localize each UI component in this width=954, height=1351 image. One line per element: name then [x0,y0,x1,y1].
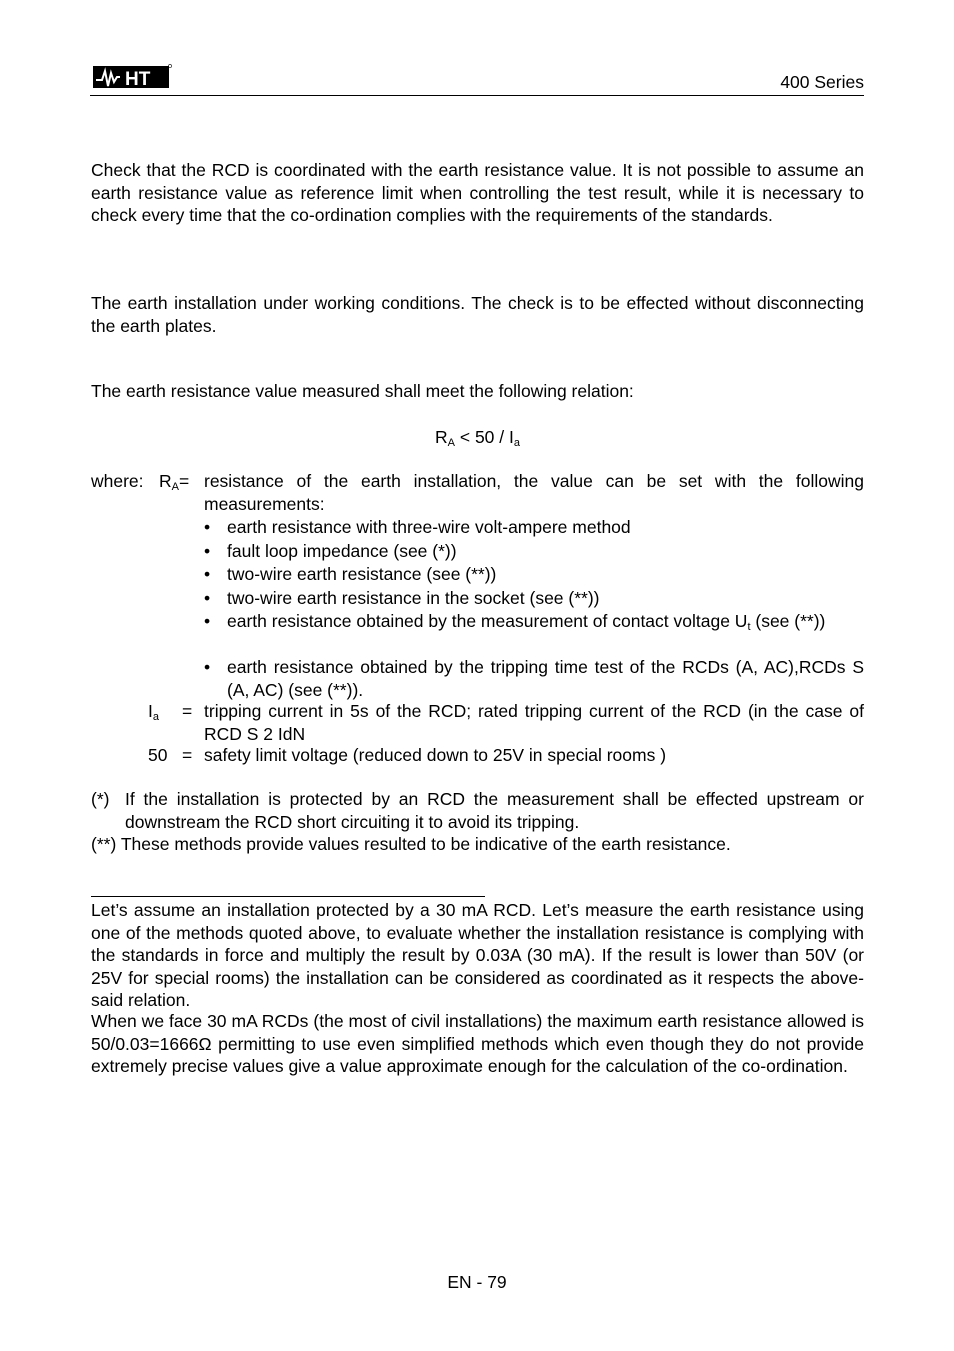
page-number: EN - 79 [447,1272,507,1292]
svg-text:HT: HT [125,69,151,90]
example-paragraph-2: When we face 30 mA RCDs (the most of civil installations) the maximum earth resistance allowed is 50/0.03=1666Ω permitting to use even simplified methods which even though they do not provide extremely precise values give a value approximate enough for the calculation of the co-ordination. [91,1011,864,1076]
ra-description: resistance of the earth installation, the value can be set with the following measurements: [204,471,864,514]
series-label: 400 Series [780,72,864,92]
paragraph-installation: The earth installation under working conditions. The check is to be effected without disconnecting the earth plates. [91,293,864,336]
section-underline [91,896,485,897]
ia-equals: = [182,701,193,721]
bullet-icon: • [204,540,211,561]
where-label: where: [91,471,144,491]
bullet-icon: • [204,517,211,537]
list-item: • fault loop impedance (see (*)) [204,540,457,561]
page-header [90,60,864,96]
note-item [91,833,864,856]
example-paragraph-1: Let’s assume an installation protected by a 30 mA RCD. Let’s measure the earth resistance using one of the methods quoted above, to evaluate whether the installation resistance is complying with the standards in force and multiply the result by 0.03A (30 mA). If the result is lower than 50V (or 25V for special rooms) the installation can be considered as coordinated as it respects the above-said relation. [91,900,864,1010]
list-item: • earth resistance obtained by the measurement of contact voltage $U_t$ (see (**)) [204,611,826,633]
list-item: • earth resistance obtained by the tripping time test of the RCDs (A, AC),RCDs S (A, AC) (see (**)). [204,657,864,700]
ia-description: tripping current in 5s of the RCD; rated tripping current of the RCD (in the case of RCD S 2 IdN [204,701,864,744]
bullet-icon: • [204,611,211,631]
bullet-icon: • [204,657,211,677]
fifty-description: safety limit voltage (reduced down to 25V in special rooms ) [204,745,667,765]
ht-logo-icon [92,62,172,92]
list-item: • two-wire earth resistance (see (**)) [204,564,497,584]
paragraph-coordination: Check that the RCD is coordinated with the earth resistance value. It is not possible to assume an earth resistance value as reference limit when controlling the test result, while it is necessary to check every time that the co-ordination complies with the requirements of the standards. [91,160,864,225]
measurement-list [204,516,864,702]
paragraph-relation: The earth resistance value measured shall meet the following relation: [91,381,634,401]
formula: $R_A < 50 / I_a$ [435,427,520,449]
note-text: These methods provide values resulted to be indicative of the earth resistance. [120,834,731,854]
bullet-icon: • [204,564,211,584]
note-mark: (*) [91,789,110,809]
list-item: • two-wire earth resistance in the socket (see (**)) [204,587,600,608]
fifty-equals: = [182,745,193,765]
fifty-symbol: 50 [148,745,168,765]
ra-symbol: $R_A=$ [159,471,190,493]
ia-symbol: $I_a$ [148,701,159,723]
note-text: If the installation is protected by an RCD the measurement shall be effected upstream or downstream the RCD short circuiting it to avoid its tripping. [125,789,864,832]
note-mark: (**) [91,834,117,854]
list-item: • earth resistance with three-wire volt-ampere method [204,517,631,537]
bullet-icon: • [204,587,211,608]
